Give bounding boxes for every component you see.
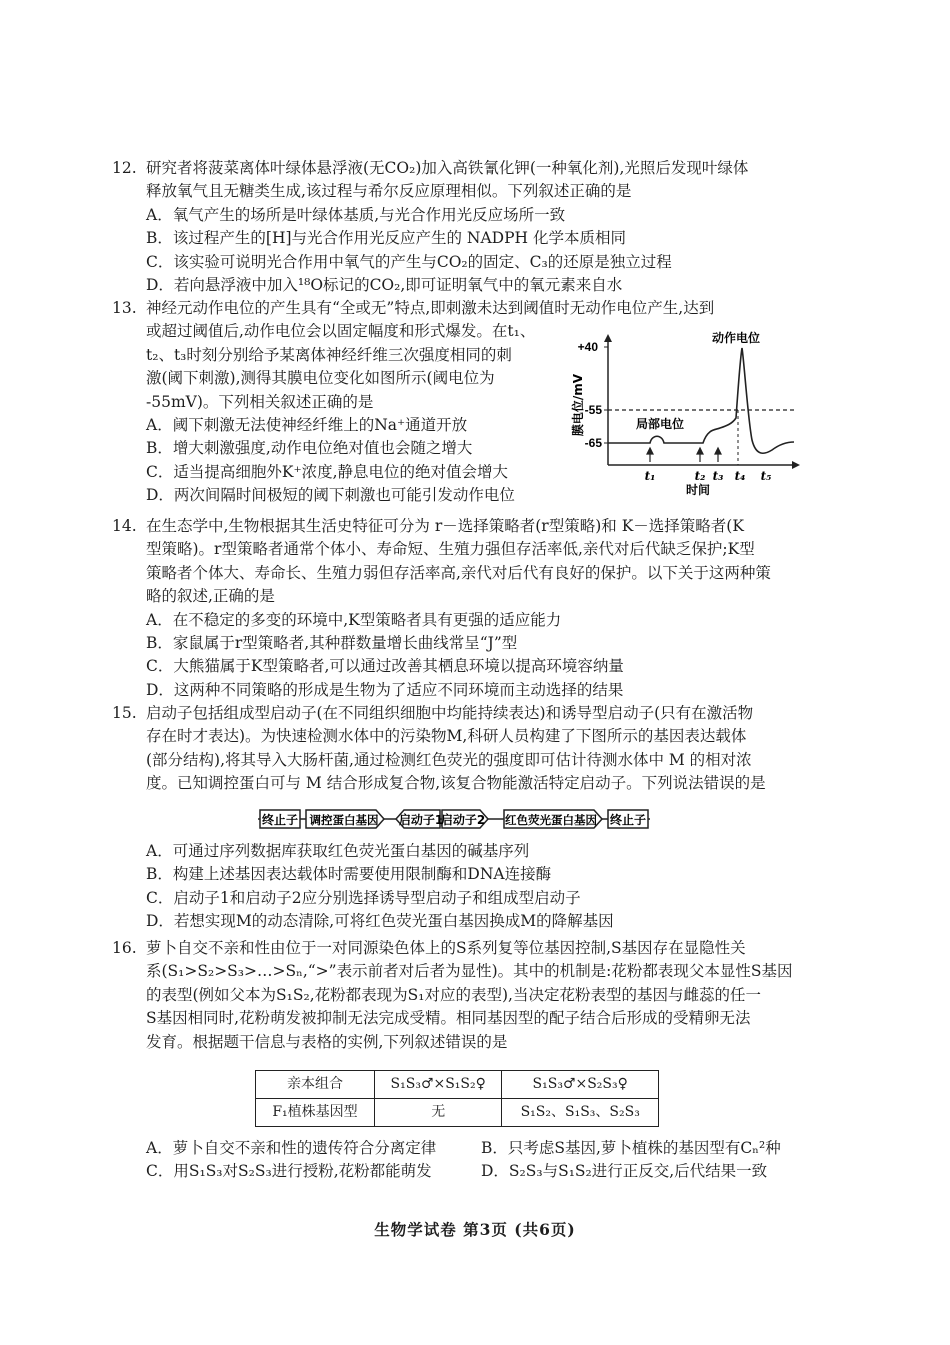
stem-line: 启动子包括组成型启动子(在不同组织细胞中均能持续表达)和诱导型启动子(只有在激活物: [146, 704, 754, 722]
option-row: [112, 1137, 812, 1160]
page-footer: 生物学试卷 第3页 (共6页): [374, 1220, 576, 1239]
stem-line: -55mV)。下列相关叙述正确的是: [146, 392, 374, 411]
question-number: 13.: [112, 299, 137, 317]
option-a[interactable]: A．在不稳定的多变的环境中,K型策略者具有更强的适应能力: [146, 610, 562, 629]
cross-result-table: [255, 1070, 659, 1127]
stem-line: t₂、t₃时刻分别给予某离体神经纤维三次强度相同的刺: [146, 345, 512, 364]
x-axis-label: 时间: [685, 483, 711, 497]
option-c[interactable]: C．大熊猫属于K型策略者,可以通过改善其栖息环境以提高环境容纳量: [146, 657, 624, 676]
option-b[interactable]: B．增大刺激强度,动作电位绝对值也会随之增大: [146, 439, 473, 458]
table-cell: S₁S₃♂×S₁S₂♀: [375, 1071, 502, 1099]
vector-segment: 红色荧光蛋白基因: [505, 813, 597, 827]
y-tick-label: -55: [584, 403, 602, 417]
stem-line: 释放氧气且无糖类生成,该过程与希尔反应原理相似。下列叙述正确的是: [146, 182, 632, 201]
table-cell: 亲本组合: [256, 1071, 375, 1099]
option-d[interactable]: D．两次间隔时间极短的阈下刺激也可能引发动作电位: [146, 486, 515, 505]
vector-svg: [258, 807, 650, 831]
stem-line: 在生态学中,生物根据其生活史特征可分为 r－选择策略者(r型策略)和 K－选择策略者(K: [146, 517, 744, 535]
question-12-stem: [112, 157, 812, 204]
option-d[interactable]: D．S₂S₃与S₁S₂进行正反交,后代结果一致: [481, 1162, 768, 1181]
question-16-options: [112, 1137, 812, 1184]
question-16-stem: [112, 937, 812, 1054]
stem-line: 度。已知调控蛋白可与 M 结合形成复合物,该复合物能激活特定启动子。下列说法错误的是: [146, 774, 766, 793]
stem-line: 略的叙述,正确的是: [146, 587, 275, 606]
y-tick-label: +40: [577, 340, 598, 354]
option-a[interactable]: A．氧气产生的场所是叶绿体基质,与光合作用光反应场所一致: [146, 205, 566, 224]
stem-line: 或超过阈值后,动作电位会以固定幅度和形式爆发。在t₁、: [146, 322, 536, 341]
table-cell: 无: [375, 1099, 502, 1127]
stem-line: 型策略)。r型策略者通常个体小、寿命短、生殖力强但存活率低,亲代对后代缺乏保护;K型: [146, 540, 755, 559]
y-axis-label: 膜电位/mV: [571, 373, 585, 437]
question-16: [112, 937, 812, 1054]
stem-line: 存在时才表达)。为快速检测水体中的污染物M,科研人员构建了下图所示的基因表达载体: [146, 727, 747, 746]
stem-line: S基因相同时,花粉萌发被抑制无法完成受精。相同基因型的配子结合后形成的受精卵无法: [146, 1009, 751, 1028]
question-14: [112, 515, 812, 702]
vector-segment: 调控蛋白基因: [309, 813, 379, 827]
stem-line: 策略者个体大、寿命长、生殖力弱但存活率高,亲代对后代有良好的保护。以下关于这两种策: [146, 563, 771, 582]
option-c[interactable]: C．该实验可说明光合作用中氧气的产生与CO₂的固定、C₃的还原是独立过程: [146, 252, 672, 271]
option-d[interactable]: D．若向悬浮液中加入¹⁸O标记的CO₂,即可证明氧气中的氧元素来自水: [146, 276, 623, 295]
option-c[interactable]: C．适当提高细胞外K⁺浓度,静息电位的绝对值会增大: [146, 462, 509, 481]
vector-segment: 启动子1: [398, 813, 444, 827]
question-14-stem: [112, 515, 812, 609]
y-tick-label: -65: [584, 436, 602, 450]
stem-line: (部分结构),将其导入大肠杆菌,通过检测红色荧光的强度即可估计待测水体中 M 的相对浓: [146, 750, 752, 769]
x-tick-label: t₁: [644, 469, 656, 483]
option-b[interactable]: B．只考虑S基因,萝卜植株的基因型有Cₙ²种: [481, 1139, 781, 1157]
x-tick-label: t₄: [734, 469, 746, 483]
table-row: [256, 1071, 659, 1099]
stem-line: 研究者将菠菜离体叶绿体悬浮液(无CO₂)加入高铁氰化钾(一种氧化剂),光照后发现叶绿体: [146, 159, 749, 177]
stem-line: 神经元动作电位的产生具有“全或无”特点,即刺激未达到阈值时无动作电位产生,达到: [146, 299, 715, 317]
table-row: [256, 1099, 659, 1127]
option-d[interactable]: D．这两种不同策略的形成是生物为了适应不同环境而主动选择的结果: [146, 680, 624, 699]
stem-line: 系(S₁>S₂>S₃>…>Sₙ,“>”表示前者对后者为显性)。其中的机制是:花粉都表现父本显性S基因: [146, 962, 793, 981]
option-c[interactable]: C．用S₁S₃对S₂S₃进行授粉,花粉都能萌发: [146, 1162, 432, 1181]
action-potential-label: 动作电位: [711, 331, 761, 345]
x-tick-label: t₅: [760, 469, 772, 483]
local-potential-label: 局部电位: [635, 417, 685, 431]
option-a[interactable]: A．萝卜自交不亲和性的遗传符合分离定律: [146, 1139, 437, 1157]
x-tick-label: t₃: [712, 469, 724, 483]
option-b[interactable]: B．该过程产生的[H]与光合作用光反应产生的 NADPH 化学本质相同: [146, 229, 626, 248]
membrane-potential-plot: [568, 330, 808, 500]
x-tick-label: t₂: [694, 469, 706, 483]
option-b[interactable]: B．家鼠属于r型策略者,其种群数量增长曲线常呈“J”型: [146, 634, 518, 653]
membrane-potential-figure: [568, 330, 808, 500]
question-12: [112, 157, 812, 297]
table-cell: F₁植株基因型: [256, 1099, 375, 1127]
vector-segment: 启动子2: [440, 813, 486, 827]
table-cell: S₁S₂、S₁S₃、S₂S₃: [502, 1099, 659, 1127]
question-15-stem: [112, 702, 812, 796]
potential-curve: [608, 348, 794, 453]
option-a[interactable]: A．阈下刺激无法使神经纤维上的Na⁺通道开放: [146, 416, 468, 435]
stem-line: 激(阈下刺激),测得其膜电位变化如图所示(阈电位为: [146, 369, 495, 388]
stem-line: 的表型(例如父本为S₁S₂,花粉都表现为S₁对应的表型),当决定花粉表型的基因与雌蕊的任一: [146, 985, 761, 1004]
expression-vector-diagram: [258, 807, 650, 831]
stem-line: 萝卜自交不亲和性由位于一对同源染色体上的S系列复等位基因控制,S基因存在显隐性关: [146, 939, 746, 957]
stem-line: 发育。根据题干信息与表格的实例,下列叙述错误的是: [146, 1032, 508, 1051]
question-15-options: [112, 840, 812, 934]
table-cell: S₁S₃♂×S₂S₃♀: [502, 1071, 659, 1099]
question-number: 15.: [112, 704, 137, 722]
option-a[interactable]: A．可通过序列数据库获取红色荧光蛋白基因的碱基序列: [146, 842, 530, 860]
option-b[interactable]: B．构建上述基因表达载体时需要使用限制酶和DNA连接酶: [146, 865, 552, 884]
option-c[interactable]: C．启动子1和启动子2应分别选择诱导型启动子和组成型启动子: [146, 888, 581, 907]
question-number: 14.: [112, 517, 137, 535]
vector-segment: 终止子: [609, 813, 647, 827]
vector-segment: 终止子: [261, 813, 299, 827]
question-15: [112, 702, 812, 796]
question-number: 16.: [112, 939, 137, 957]
option-row: [112, 1160, 812, 1183]
question-number: 12.: [112, 159, 137, 177]
option-d[interactable]: D．若想实现M的动态清除,可将红色荧光蛋白基因换成M的降解基因: [146, 912, 614, 931]
